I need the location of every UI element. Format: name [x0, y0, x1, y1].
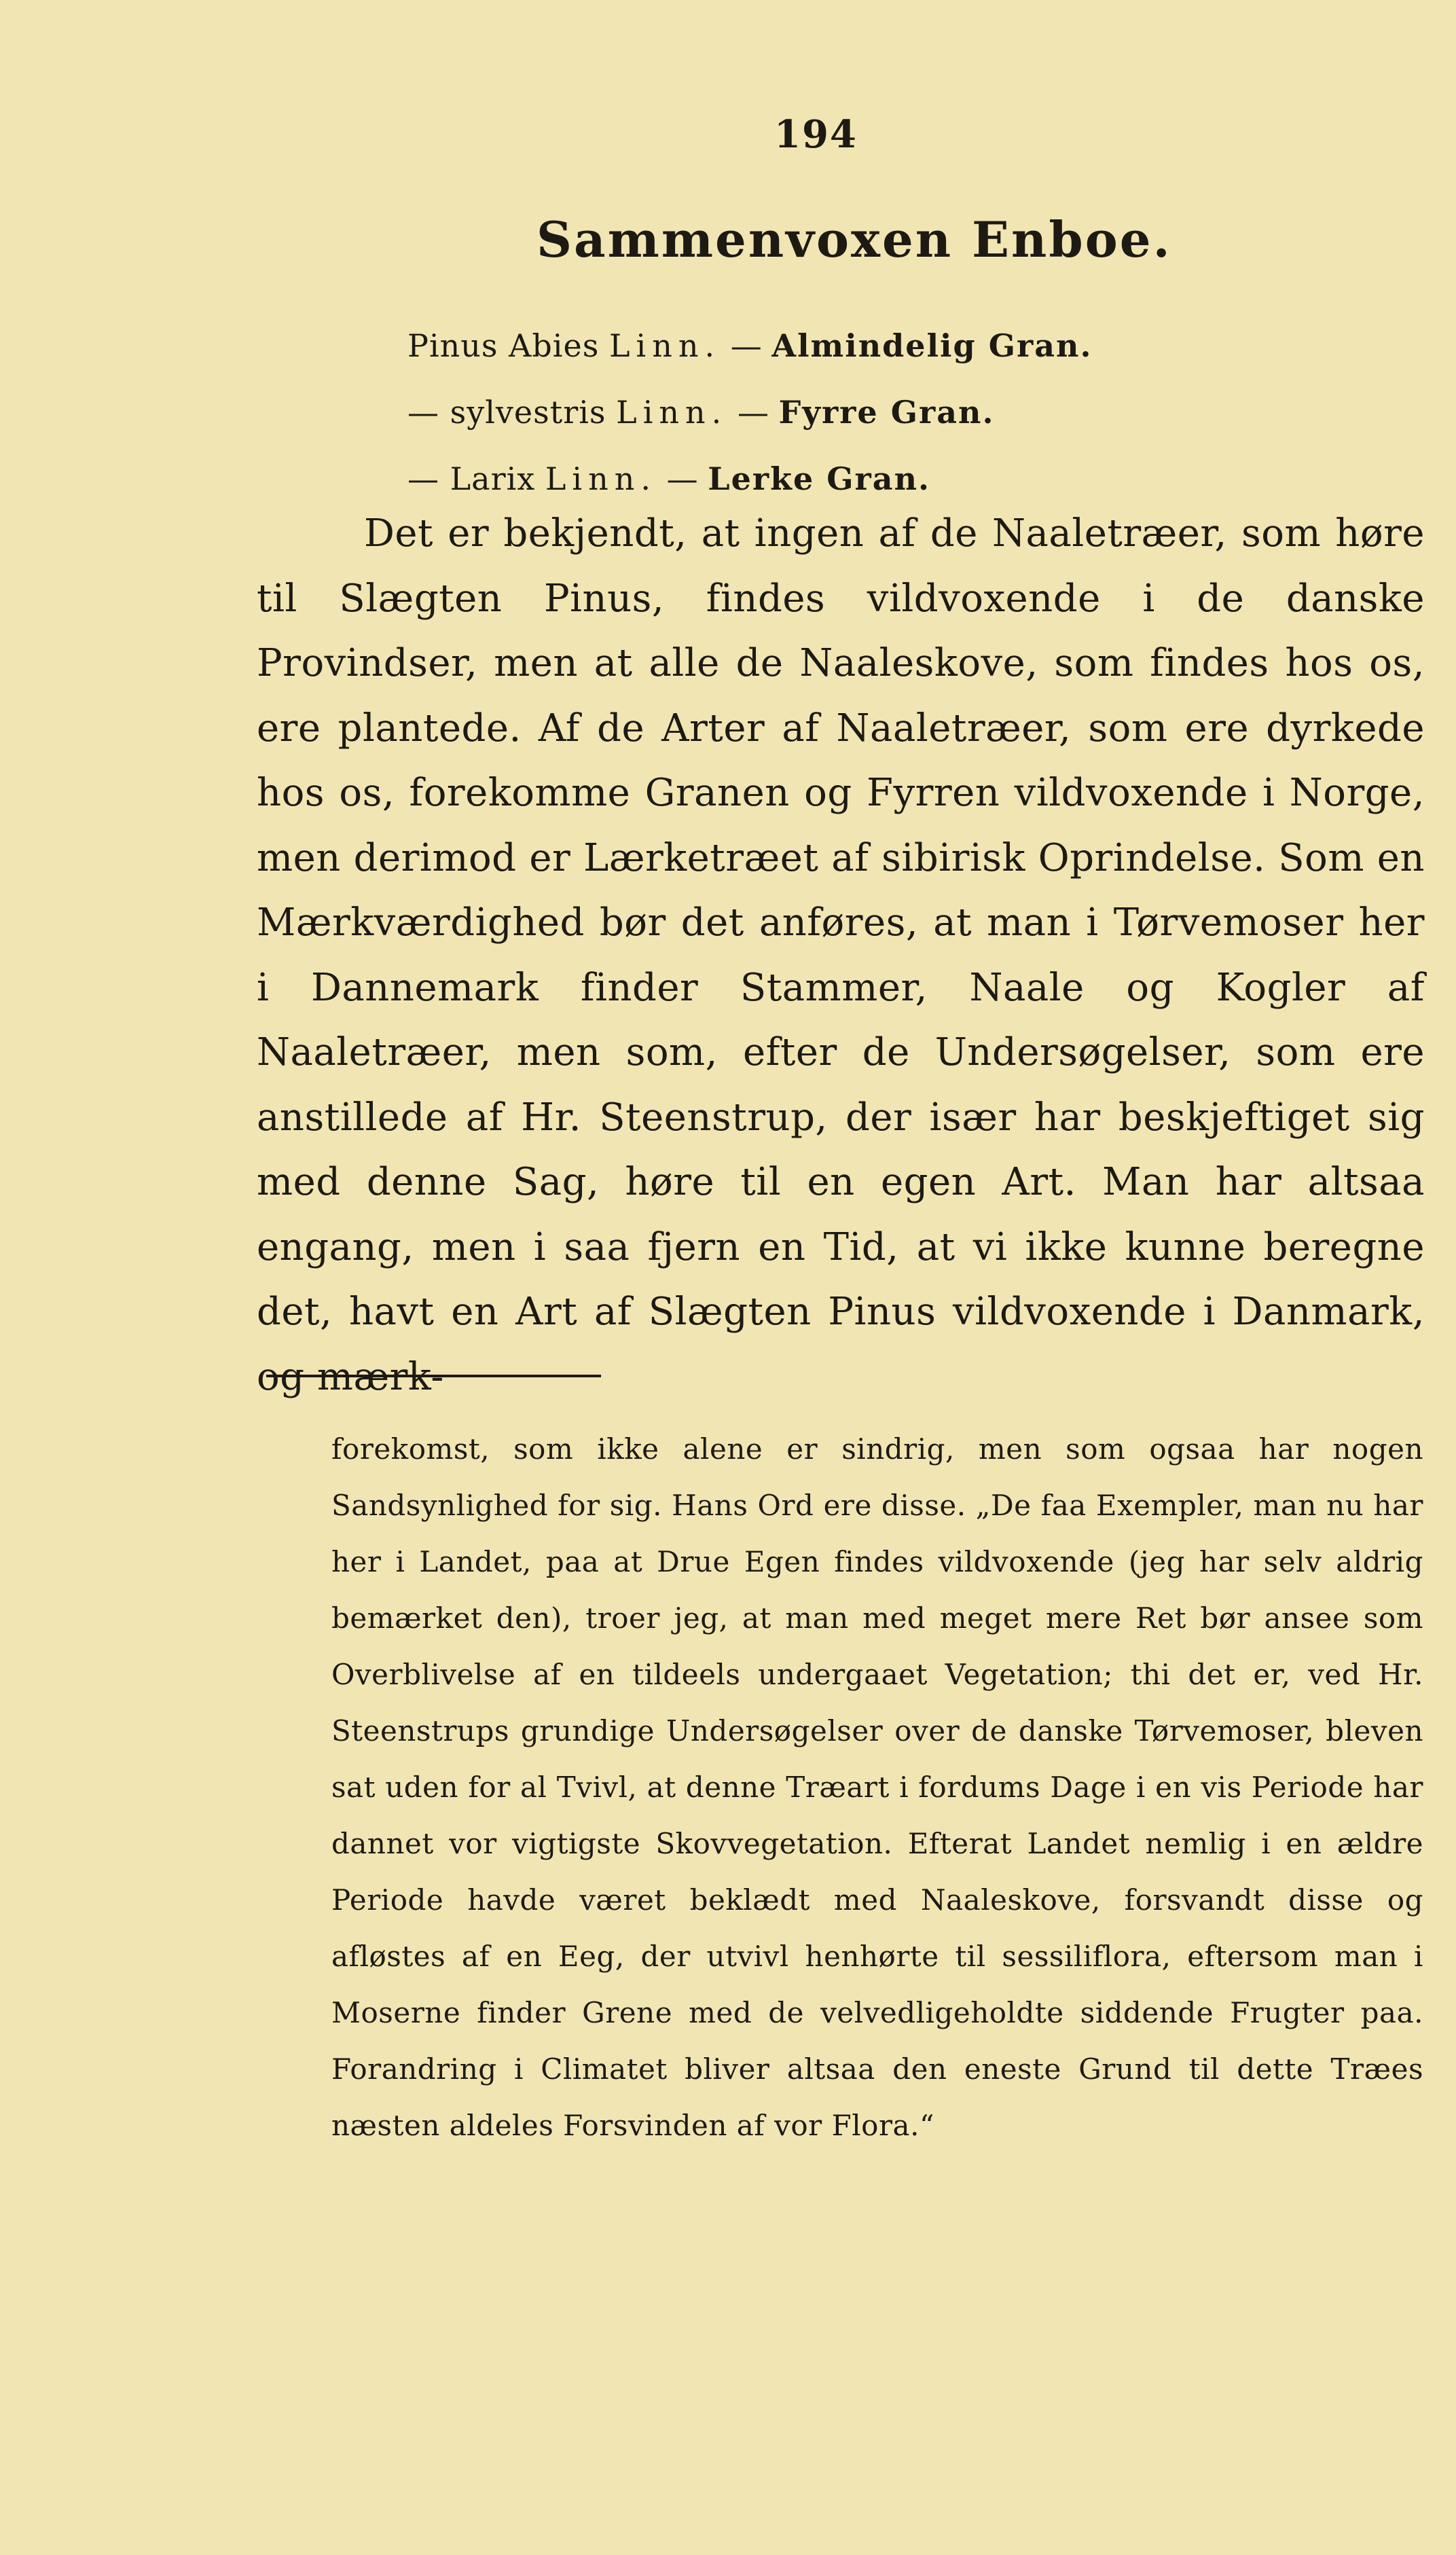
species-common-name: Lerke Gran. [708, 460, 931, 497]
footnote-divider [266, 1375, 601, 1377]
section-title: Sammenvoxen Enboe. [536, 211, 1172, 268]
body-paragraph: Det er bekjendt, at ingen af de Naaletræer, som høre til Slægten Pinus, findes vildvoxende i de danske Provindser, men at alle de Naaleskove, som findes hos os, ere plantede. Af de Arter af Naaletræer, som ere dyrkede hos os, forekomme Granen og Fyrren vildvoxende i Norge, men derimod er Lærketræet af sibirisk Oprindelse. Som en Mærkværdighed bør det anføres, at man i Tørvemoser her i Dannemark finder Stammer, Naale og Kogler af Naaletræer, men som, efter de Undersøgelser, som ere anstillede af Hr. Steenstrup, der især har beskjeftiget sig med denne Sag, høre til en egen Art. Man har altsaa engang, men i saa fjern en Tid, at vi ikke kunne beregne det, havt en Art af Slægten Pinus vildvoxende i Danmark, og mærk- [257, 511, 1425, 1399]
species-latin-name: Pinus Abies [407, 327, 600, 364]
species-common-name: Fyrre Gran. [778, 394, 995, 431]
species-latin-name: — sylvestris [407, 394, 606, 431]
page-number: 194 [774, 112, 858, 157]
species-line: Pinus Abies Linn. — Almindelig Gran. [407, 327, 1093, 364]
species-latin-name: — Larix [407, 460, 536, 497]
species-list [407, 312, 1092, 512]
species-author: Linn. [608, 327, 721, 364]
footnote-text: forekomst, som ikke alene er sindrig, men som ogsaa har nogen Sandsynlighed for sig. Hans Ord ere disse. „De faa Exempler, man nu har her i Landet, paa at Drue Egen findes vildvoxende (jeg har selv aldrig bemærket den), troer jeg, at man med meget mere Ret bør ansee som Overblivelse af en tildeels undergaaet Vegetation; thi det er, ved Hr. Steenstrups grundige Undersøgelser over de danske Tørvemoser, bleven sat uden for al Tvivl, at denne Træart i fordums Dage i en vis Periode har dannet vor vigtigste Skovvegetation. Efterat Landet nemlig i en ældre Periode havde været beklædt med Naaleskove, forsvandt disse og afløstes af en Eeg, der utvivl henhørte til sessiliflora, eftersom man i Moserne finder Grene med de velvedligeholdte siddende Frugter paa. Forandring i Climatet bliver altsaa den eneste Grund til dette Træes næsten aldeles Forsvinden af vor Flora.“ [331, 1432, 1423, 2142]
species-line: — sylvestris Linn. — Fyrre Gran. [407, 394, 995, 431]
species-author: Linn. [616, 394, 728, 431]
species-line: — Larix Linn. — Lerke Gran. [407, 460, 931, 497]
species-author: Linn. [545, 460, 657, 497]
species-common-name: Almindelig Gran. [771, 327, 1093, 364]
